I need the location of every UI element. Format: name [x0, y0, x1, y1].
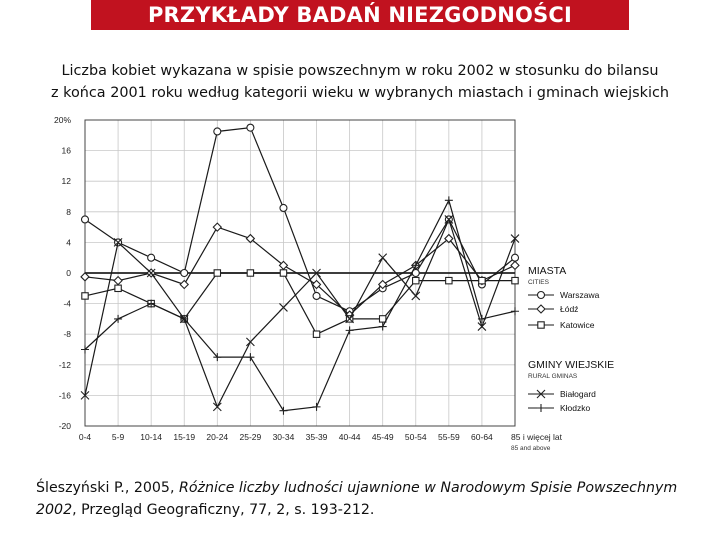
x-tick-label: 15-19 — [173, 432, 196, 442]
y-tick-label: 4 — [66, 237, 71, 248]
y-tick-label: -8 — [63, 329, 71, 340]
data-point-warszawa — [512, 254, 519, 261]
data-point-warszawa — [214, 128, 221, 135]
y-tick-label: -4 — [63, 298, 71, 309]
data-point-katowice — [280, 270, 286, 276]
legend-marker-katowice — [538, 322, 544, 328]
data-point-katowice — [214, 270, 220, 276]
legend-label-lodz: Łódź — [560, 304, 579, 314]
data-point-warszawa — [313, 292, 320, 299]
x-tick-label: 40-44 — [338, 432, 361, 442]
legend-label-katowice: Katowice — [560, 320, 595, 330]
legend-group-rural: GMINY WIEJSKIE — [528, 359, 615, 371]
x-tick-label: 35-39 — [305, 432, 328, 442]
data-point-katowice — [247, 270, 253, 276]
legend-label-bialogard: Białogard — [560, 389, 596, 399]
data-point-katowice — [413, 277, 419, 283]
data-point-katowice — [479, 277, 485, 283]
citation — [36, 477, 706, 521]
data-point-klodzko — [246, 353, 254, 361]
y-tick-label: 16 — [61, 145, 71, 156]
citation-source: , Przegląd Geograficzny, 77, 2, s. 193-212. — [72, 502, 375, 518]
data-point-klodzko — [445, 196, 453, 204]
x-tick-label: 10-14 — [140, 432, 163, 442]
slide-title: PRZYKŁADY BADAŃ NIEZGODNOŚCI — [147, 3, 573, 27]
data-point-katowice — [379, 316, 385, 322]
chart-subtitle-line1: Liczba kobiet wykazana w spisie powszechnym w roku 2002 w stosunku do bilansu — [61, 63, 659, 79]
data-point-lodz — [114, 277, 122, 285]
legend-marker-klodzko — [537, 404, 545, 412]
x-tick-label: 30-34 — [272, 432, 295, 442]
citation-title: Różnice liczby ludności ujawnione w Narodowym Spisie Powszechnym 2002 — [36, 480, 678, 518]
series-line-bialogard — [85, 219, 515, 406]
legend-marker-warszawa — [538, 292, 545, 299]
data-point-katowice — [115, 285, 121, 291]
y-tick-label: -16 — [58, 390, 71, 401]
x-tick-label: 20-24 — [206, 432, 229, 442]
data-point-klodzko — [346, 326, 354, 334]
x-tick-label: 85 i więcej lat — [511, 432, 563, 442]
data-point-warszawa — [148, 254, 155, 261]
data-point-warszawa — [181, 270, 188, 277]
x-tick-label: 55-59 — [437, 432, 460, 442]
data-point-klodzko — [379, 323, 387, 331]
data-point-warszawa — [280, 204, 287, 211]
chart-subtitle-line2: z końca 2001 roku według kategorii wieku w wybranych miastach i gminach wiejskich — [51, 85, 669, 101]
data-point-katowice — [82, 293, 88, 299]
x-tick-label: 45-49 — [371, 432, 394, 442]
x-tick-label: 50-54 — [404, 432, 427, 442]
data-point-klodzko — [313, 403, 321, 411]
y-tick-label: 8 — [66, 206, 71, 217]
data-point-lodz — [213, 223, 221, 231]
data-point-katowice — [313, 331, 319, 337]
data-point-lodz — [511, 261, 519, 269]
y-tick-label: 12 — [61, 176, 71, 187]
data-point-katowice — [512, 277, 518, 283]
x-tick-label: 25-29 — [239, 432, 262, 442]
data-point-warszawa — [247, 124, 254, 131]
citation-author: Śleszyński P., 2005, — [36, 480, 179, 496]
data-point-lodz — [180, 280, 188, 288]
legend-group-rural-sub: RURAL GMINAS — [528, 373, 578, 380]
y-tick-label: 0 — [66, 268, 71, 278]
legend-group-cities-sub: CITIES — [528, 279, 549, 286]
y-tick-label: -12 — [58, 359, 71, 370]
legend-group-cities: MIASTA — [528, 265, 567, 277]
legend-label-warszawa: Warszawa — [560, 290, 600, 300]
title-bar — [91, 0, 629, 30]
legend-marker-lodz — [537, 305, 545, 313]
x-tick-label: 0-4 — [78, 432, 92, 442]
y-tick-label: 20% — [53, 115, 71, 125]
x-tick-label: 5-9 — [111, 432, 125, 442]
data-point-klodzko — [279, 407, 287, 415]
data-point-lodz — [81, 273, 89, 281]
y-tick-label: -20 — [58, 421, 71, 431]
legend-label-klodzko: Kłodzko — [560, 403, 591, 413]
x-tick-label: 60-64 — [471, 432, 493, 442]
data-point-warszawa — [82, 216, 89, 223]
data-point-katowice — [446, 277, 452, 283]
x-tick-sublabel: 85 and above — [511, 445, 551, 452]
line-chart — [0, 108, 720, 470]
data-point-klodzko — [511, 307, 519, 315]
